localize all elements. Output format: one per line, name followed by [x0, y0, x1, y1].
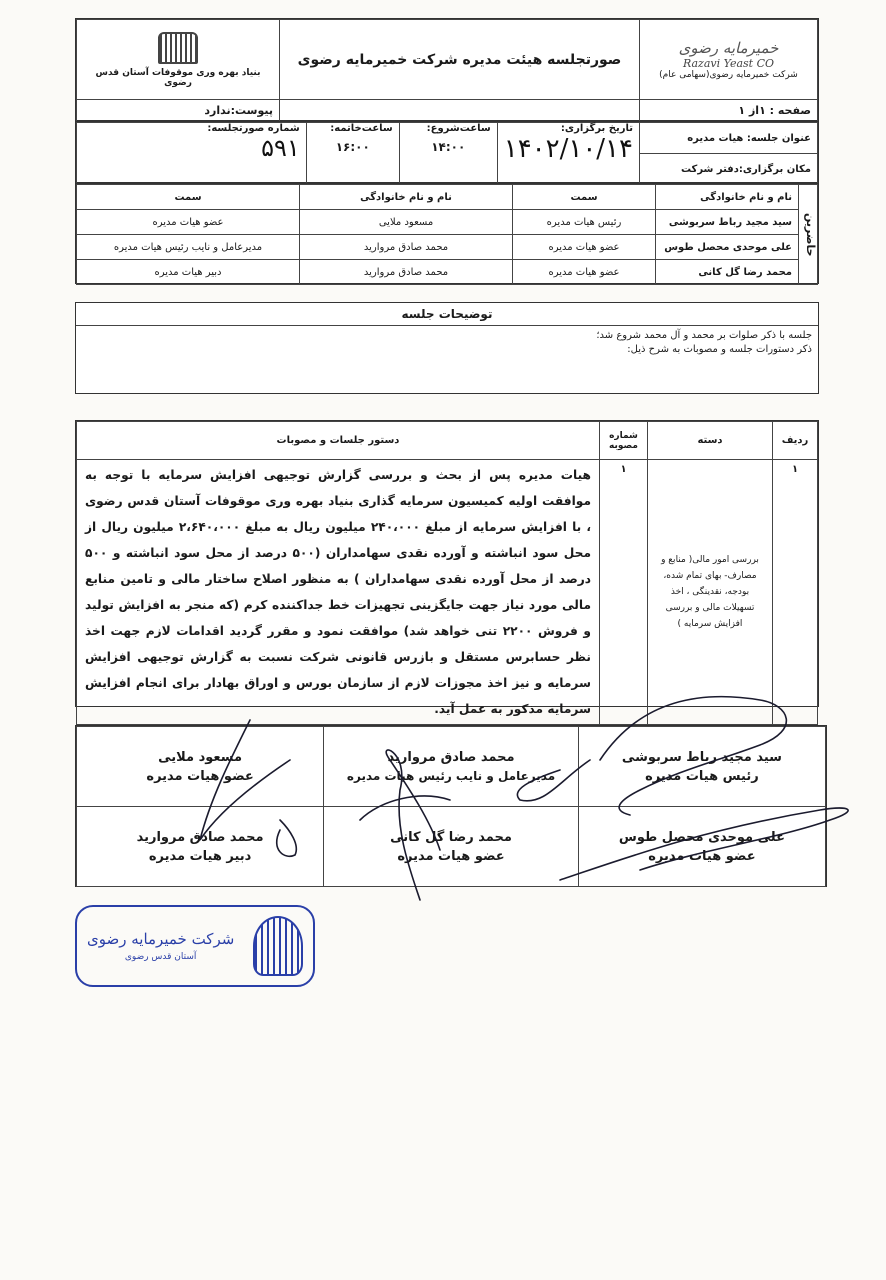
explanations-line-2: ذکر دستورات جلسه و مصوبات به شرح ذیل:: [627, 344, 812, 355]
signature-cell: [77, 727, 324, 807]
attachment: پیوست:ندارد: [77, 100, 280, 122]
signer-name: سید مجید رباط سربوشی: [621, 749, 782, 765]
col-name-1: نام و نام خانوادگی: [656, 185, 799, 210]
attendee-name: محمد صادق مروارید: [300, 235, 513, 260]
signature-cell: [324, 807, 579, 887]
date-value: ۱۴۰۲/۱۰/۱۴: [503, 134, 633, 164]
col-text: دستور جلسات و مصوبات: [77, 422, 600, 460]
agenda-row-number: ۱: [773, 460, 818, 725]
brand-logo-en: Razavi Yeast CO: [682, 57, 775, 70]
attendee-role: عضو هیات مدیره: [513, 235, 656, 260]
attendee-name: علی موحدی محصل طوس: [656, 235, 799, 260]
company-stamp: [75, 905, 315, 987]
attendee-role: مدیرعامل و نایب رئیس هیات مدیره: [77, 235, 300, 260]
number-value: ۵۹۱: [261, 134, 300, 162]
header-box: [75, 18, 819, 121]
org-emblem-icon: [158, 32, 198, 64]
org-name: بنیاد بهره وری موقوفات آستان قدس رضوی: [95, 67, 261, 88]
signer-role: مدیرعامل و نایب رئیس هیات مدیره: [346, 769, 556, 783]
signature-cell: [578, 727, 825, 807]
signer-role: رئیس هیات مدیره: [645, 768, 759, 784]
attendees-side-label: حاضرین: [799, 185, 818, 285]
signature-cell: [77, 807, 324, 887]
signature-cell: [578, 807, 825, 887]
attendee-role: عضو هیات مدیره: [77, 210, 300, 235]
signer-name: محمد رضا گل کانی: [390, 829, 512, 845]
attendee-name: سید مجید رباط سربوشی: [656, 210, 799, 235]
stamp-sub: آستان قدس رضوی: [124, 952, 197, 962]
attendee-role: رئیس هیات مدیره: [513, 210, 656, 235]
col-number: شماره مصوبه: [600, 422, 648, 460]
start-label: ساعت‌شروع:: [426, 123, 491, 134]
agenda-resolution-number: ۱: [600, 460, 648, 725]
stamp-text: شرکت خمیرمایه رضوی: [87, 930, 235, 948]
col-role-1: سمت: [513, 185, 656, 210]
agenda-text: هیات مدیره پس از بحث و بررسی گزارش توجیهی افزایش سرمایه با توجه به موافقت اولیه کمیسیون سرمایه گذاری بنیاد بهره وری موقوفات آستان قدس رضوی ، با افزایش سرمایه از مبلغ ۲۴۰،۰۰۰ میلیون ریال به مبلغ ۲،۶۴۰،۰۰۰ میلیون ریال از محل سود انباشته و آورده نقدی سهامداران (۵۰۰ درصد از محل سود انباشته و ۵۰۰ درصد از محل آورده نقدی سهامداران ) به منظور اصلاح ساختار مالی و تامین منابع مالی مورد نیاز جهت جایگزینی تجهیزات خط جداکننده کرم (که منجر به افزایش تولید و فروش ۲۲۰۰ تنی خواهد شد) موافقت نمود و مقرر گردید اقدامات لازم جهت اخذ نظر حسابرس مستقل و بازرس قانونی شرکت نسبت به گزارش توجیهی افزایش سرمایه و نیز اخذ مجوزات لازم از سازمان بورس و اوراق بهادار برای انجام افزایش سرمایه مذکور به عمل آید.: [77, 460, 600, 725]
attendee-role: عضو هیات مدیره: [513, 260, 656, 285]
org-cell: [77, 20, 280, 100]
explanations-line-1: جلسه با ذکر صلوات بر محمد و آل محمد شروع شد؛: [596, 330, 812, 341]
col-row: ردیف: [773, 422, 818, 460]
attendees-box: [75, 183, 819, 284]
signer-role: عضو هیات مدیره: [146, 768, 254, 784]
col-category: دسته: [648, 422, 773, 460]
end-value: ۱۶:۰۰: [335, 140, 370, 154]
col-name-2: نام و نام خانوادگی: [300, 185, 513, 210]
attendee-name: محمد صادق مروارید: [300, 260, 513, 285]
agenda-category: بررسی امور مالی( منابع و مصارف- بهای تمام شده، بودجه، نقدینگی ، اخذ تسهیلات مالی و بررسی افزایش سرمایه ): [648, 460, 773, 725]
date-label: تاریخ برگزاری:: [560, 123, 633, 134]
col-role-2: سمت: [77, 185, 300, 210]
attendee-name: محمد رضا گل کانی: [656, 260, 799, 285]
brand-logo-fa: خمیرمایه رضوی: [678, 39, 779, 57]
start-value: ۱۴:۰۰: [431, 140, 466, 154]
signer-role: عضو هیات مدیره: [648, 848, 756, 864]
meta-box: [75, 121, 819, 183]
signer-name: محمد صادق مروارید: [387, 750, 515, 765]
attendee-name: مسعود ملایی: [300, 210, 513, 235]
brand-subtitle: شرکت خمیرمایه رضوی(سهامی عام): [659, 70, 798, 80]
agenda-box: [75, 420, 819, 716]
signer-name: علی موحدی محصل طوس: [618, 829, 785, 845]
signer-role: عضو هیات مدیره: [397, 848, 505, 864]
end-label: ساعت‌خاتمه:: [330, 123, 393, 134]
meeting-place: مکان برگزاری:دفتر شرکت: [640, 154, 818, 185]
number-label: شماره صورتجلسه:: [207, 123, 300, 134]
explanations-title: توضیحات جلسه: [76, 303, 818, 326]
brand-cell: [640, 20, 818, 100]
signatures-box: [75, 725, 827, 887]
attendee-role: دبیر هیات مدیره: [77, 260, 300, 285]
explanations-box: [75, 302, 819, 394]
signer-role: دبیر هیات مدیره: [148, 848, 252, 864]
page-number: صفحه : ۱از ۱: [640, 100, 818, 122]
signer-name: مسعود ملایی: [158, 749, 243, 765]
page-title: صورتجلسه هیئت مدیره شرکت خمیرمایه رضوی: [297, 51, 622, 68]
stamp-emblem-icon: [253, 916, 303, 976]
signer-name: محمد صادق مروارید: [136, 829, 264, 845]
signature-cell: [324, 727, 579, 807]
title-cell: [280, 20, 640, 100]
meeting-subject: عنوان جلسه: هیات مدیره: [640, 123, 818, 154]
